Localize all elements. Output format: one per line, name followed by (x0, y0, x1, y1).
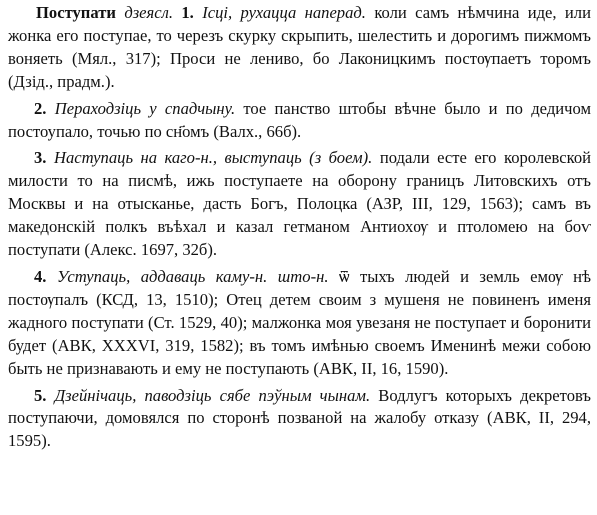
sense-citations: коли самъ нѣмчина иде, или жонка его поступае, то черезъ скурку скрыпить, шелестить и дорогимъ пижмомъ воняеть (Мял., 317); Проси не лениво, бо Лаконицкимъ постѹпаетъ торомъ (Дзід., прадм.). (8, 3, 591, 91)
sense-citations: тое панство штобы вѣчне было и по дедичом постоупало, точью по сн҃омъ (Валх., 66б). (8, 98, 591, 141)
part-of-speech: дзеясл. (124, 3, 174, 22)
sense-citations: Водлугъ которыхъ декретовъ поступаючи, домовялся по сторонѣ позваной на жалобу отказу (АВК, II, 294, 1595). (8, 385, 591, 451)
sense-number: 1. (181, 3, 194, 22)
sense-2-paragraph (8, 98, 591, 144)
sense-number: 2. (34, 98, 47, 118)
sense-number: 5. (34, 385, 47, 405)
sense-citations: ѿ тыхъ людей и земль емѹ нѣ постѹпалъ (КСД, 13, 1510); Отец детем своим з мушеня не повиненъ именя жадного поступати (Ст. 1529, 40); малжонка моя увезаня не поступает и боронити будет (АВК, XXXVI, 319, 1582); въ томъ имѣнью своемъ Именинѣ межи собою быть не признавають и ему не поступають (АВК, II, 16, 1590). (8, 266, 592, 378)
sense-definition: Дзейнічаць, паводзіць сябе пэўным чынам. (54, 385, 371, 405)
sense-4-paragraph (8, 266, 591, 381)
sense-5-paragraph (8, 385, 591, 454)
sense-1-paragraph (8, 2, 591, 94)
sense-number: 3. (34, 148, 47, 168)
sense-number: 4. (34, 266, 47, 286)
sense-citations: подали есте его королевской милости то на писмѣ, ижь поступаете на оборону границъ Литовскихъ отъ Москвы и на отысканье, дасть Богъ, Полоцка (АЗР, III, 129, 1563); самъ въ македонскій полкъ въѣхал и казал гетманом Антиохѹ и птоломею на боѵ поступати (Алекс. 1697, 32б). (8, 148, 592, 260)
sense-definition: Ісці, рухацца наперад. (202, 3, 366, 22)
sense-definition: Наступаць на каго-н., выступаць (з боем). (53, 148, 373, 168)
headword: Поступати (36, 3, 116, 22)
sense-definition: Пераходзіць у спадчыну. (54, 98, 236, 118)
sense-3-paragraph (8, 147, 591, 262)
sense-definition: Уступаць, аддаваць каму-н. што-н. (56, 266, 329, 286)
